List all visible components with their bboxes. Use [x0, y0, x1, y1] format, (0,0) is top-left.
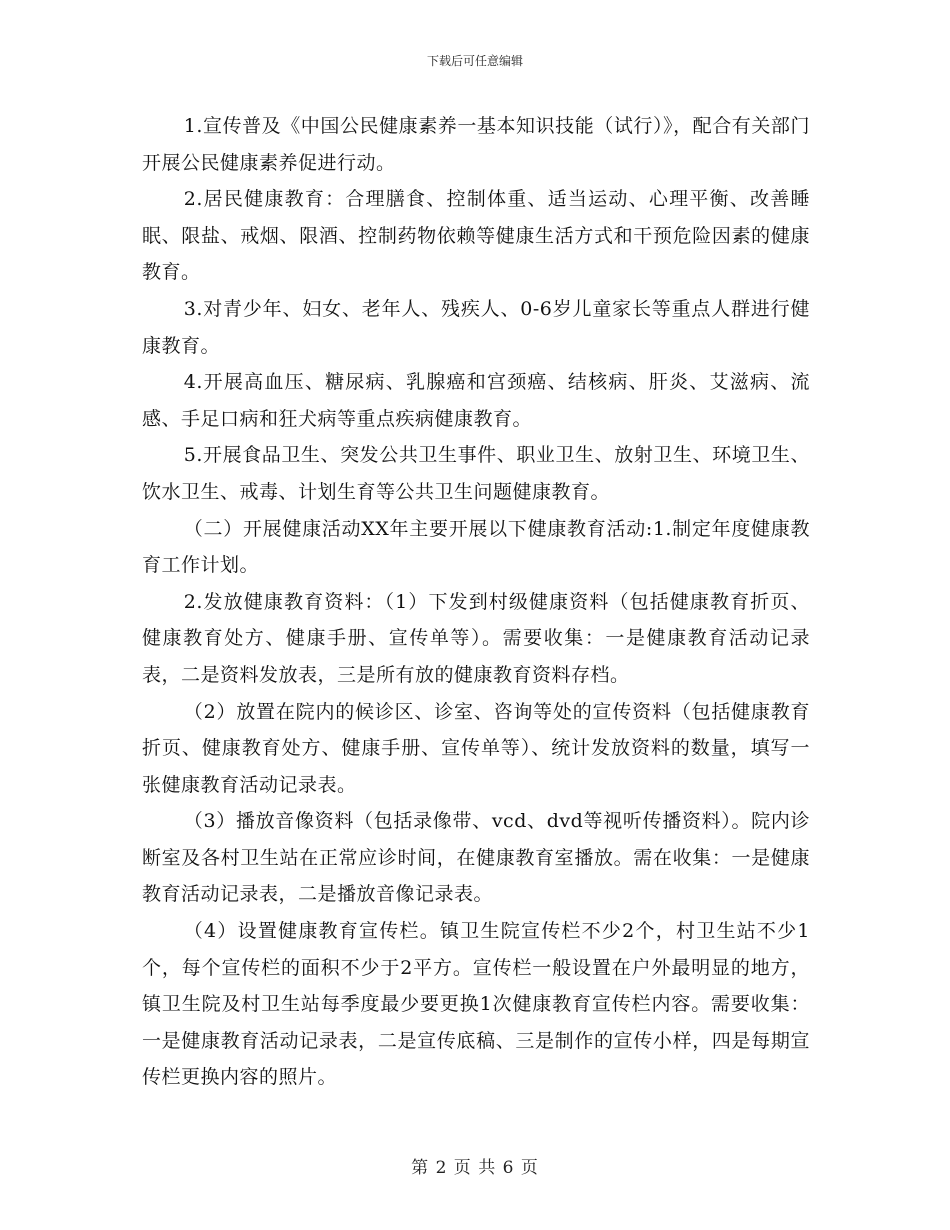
paragraph-5: 5.开展食品卫生、突发公共卫生事件、职业卫生、放射卫生、环境卫生、饮水卫生、戒毒、计划生育等公共卫生问题健康教育。: [142, 444, 810, 503]
document-body: [142, 108, 810, 1096]
paragraph-10: （4）设置健康教育宣传栏。镇卫生院宣传栏不少2个，村卫生站不少1个，每个宣传栏的面积不少于2平方。宣传栏一般设置在户外最明显的地方，镇卫生院及村卫生站每季度最少要更换1次健康教育宣传栏内容。需要收集：一是健康教育活动记录表，二是宣传底稿、三是制作的宣传小样，四是每期宣传栏更换内容的照片。: [142, 920, 810, 1089]
paragraph-9: （3）播放音像资料（包括录像带、vcd、dvd等视听传播资料）。院内诊断室及各村卫生站在正常应诊时间，在健康教育室播放。需在收集：一是健康教育活动记录表，二是播放音像记录表。: [142, 810, 810, 906]
page-number-footer: 第 2 页 共 6 页: [411, 1158, 539, 1178]
paragraph-3: 3.对青少年、妇女、老年人、残疾人、0-6岁儿童家长等重点人群进行健康教育。: [142, 297, 810, 357]
paragraph-1: 1.宣传普及《中国公民健康素养一基本知识技能（试行）》，配合有关部门开展公民健康素养促进行动。: [142, 115, 810, 174]
paragraph-4: 4.开展高血压、糖尿病、乳腺癌和宫颈癌、结核病、肝炎、艾滋病、流感、手足口病和狂犬病等重点疾病健康教育。: [142, 371, 810, 430]
paragraph-8: （2）放置在院内的候诊区、诊室、咨询等处的宣传资料（包括健康教育折页、健康教育处方、健康手册、宣传单等）、统计发放资料的数量，填写一张健康教育活动记录表。: [142, 700, 810, 796]
paragraph-2: 2.居民健康教育：合理膳食、控制体重、适当运动、心理平衡、改善睡眠、限盐、戒烟、限酒、控制药物依赖等健康生活方式和干预危险因素的健康教育。: [142, 188, 810, 284]
page-header: 下载后可任意编辑: [426, 54, 523, 68]
paragraph-7: 2.发放健康教育资料：（1）下发到村级健康资料（包括健康教育折页、健康教育处方、健康手册、宣传单等）。需要收集：一是健康教育活动记录表，二是资料发放表，三是所有放的健康教育资料存档。: [142, 590, 810, 686]
paragraph-6: （二）开展健康活动XX年主要开展以下健康教育活动:1.制定年度健康教育工作计划。: [142, 517, 810, 577]
